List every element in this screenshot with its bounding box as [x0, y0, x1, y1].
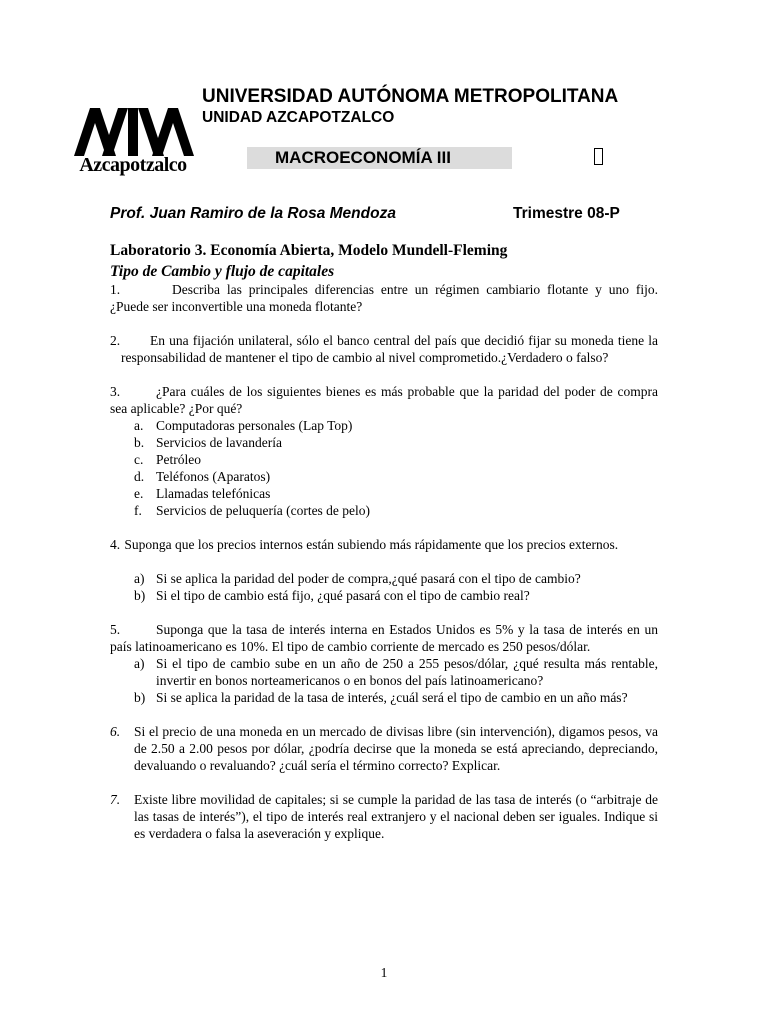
- options-list: [110, 655, 658, 706]
- logo-text: Azcapotzalco: [79, 154, 187, 176]
- question-text: Existe libre movilidad de capitales; si se cumple la paridad de las tasa de interés (o “arbitraje de las tasas de interés”), el tipo de interés real extranjero y el nacional deben ser iguales. Indique si es verdadera o falsa la aseveración y explique.: [134, 792, 658, 841]
- list-item: b. Servicios de lavandería: [134, 435, 282, 450]
- question-4: [110, 536, 658, 604]
- options-list: [110, 570, 658, 604]
- placeholder-glyph-icon: [594, 148, 603, 165]
- list-item: e. Llamadas telefónicas: [134, 486, 271, 501]
- question-1: [110, 281, 658, 315]
- list-item: d. Teléfonos (Aparatos): [134, 469, 271, 484]
- question-text: En una fijación unilateral, sólo el banco central del país que decidió fijar su moneda tiene la responsabilidad de mantener el tipo de cambio al nivel comprometido.¿Verdadero o falso?: [121, 333, 658, 365]
- page-number: 1: [380, 965, 388, 980]
- list-item: a) Si se aplica la paridad del poder de compra,¿qué pasará con el tipo de cambio?: [134, 571, 581, 586]
- unit-name: UNIDAD AZCAPOTZALCO: [202, 109, 395, 126]
- question-text: Describa las principales diferencias entre un régimen cambiario flotante y uno fijo. ¿Puede ser inconvertible una moneda flotante?: [110, 282, 658, 314]
- question-6: [110, 723, 658, 774]
- options-list: [110, 417, 658, 519]
- university-name: UNIVERSIDAD AUTÓNOMA METROPOLITANA: [202, 86, 619, 107]
- question-text: ¿Para cuáles de los siguientes bienes es más probable que la paridad del poder de compra sea aplicable? ¿Por qué?: [110, 384, 658, 416]
- question-text: Si el precio de una moneda en un mercado de divisas libre (sin intervención), digamos pesos, va de 2.50 a 2.00 pesos por dólar, ¿podría decirse que la moneda se está apreciando, depreciando, devaluando o revaluando? ¿cuál sería el término correcto? Explicar.: [134, 724, 658, 773]
- uam-logo-icon: [72, 100, 194, 158]
- question-3: [110, 383, 658, 519]
- question-text: Suponga que los precios internos están subiendo más rápidamente que los precios externos.: [124, 537, 619, 552]
- course-title: MACROECONOMÍA III: [275, 148, 451, 167]
- question-2: [110, 332, 658, 366]
- list-item: b) Si se aplica la paridad de la tasa de interés, ¿cuál será el tipo de cambio en un año más?: [134, 690, 628, 705]
- question-number: 4.: [110, 537, 121, 552]
- term-label: Trimestre 08-P: [513, 205, 620, 222]
- question-text: Suponga que la tasa de interés interna en Estados Unidos es 5% y la tasa de interés en un país latinoamericano es 10%. El tipo de cambio corriente de mercado es 250 pesos/dólar.: [110, 622, 658, 654]
- question-number: 3.: [110, 384, 121, 399]
- question-number: 1.: [110, 282, 121, 297]
- question-number: 7.: [110, 792, 121, 807]
- question-number: 2.: [110, 333, 121, 348]
- list-item: c. Petróleo: [134, 452, 201, 467]
- list-item: b) Si el tipo de cambio está fijo, ¿qué pasará con el tipo de cambio real?: [134, 588, 530, 603]
- questions-section: [110, 281, 658, 842]
- professor-name: Prof. Juan Ramiro de la Rosa Mendoza: [110, 205, 396, 222]
- question-7: [110, 791, 658, 842]
- list-item: f. Servicios de peluquería (cortes de pelo): [134, 503, 371, 518]
- university-logo: [72, 100, 194, 184]
- question-number: 5.: [110, 622, 121, 637]
- lab-title: Laboratorio 3. Economía Abierta, Modelo Mundell-Fleming: [110, 242, 508, 259]
- lab-subtitle: Tipo de Cambio y flujo de capitales: [110, 263, 335, 280]
- list-item: a) Si el tipo de cambio sube en un año de 250 a 255 pesos/dólar, ¿qué resulta más rentable, invertir en bonos norteamericanos o en bonos del país latinoamericano?: [134, 656, 658, 688]
- list-item: a. Computadoras personales (Lap Top): [134, 418, 353, 433]
- question-number: 6.: [110, 724, 121, 739]
- question-5: [110, 621, 658, 706]
